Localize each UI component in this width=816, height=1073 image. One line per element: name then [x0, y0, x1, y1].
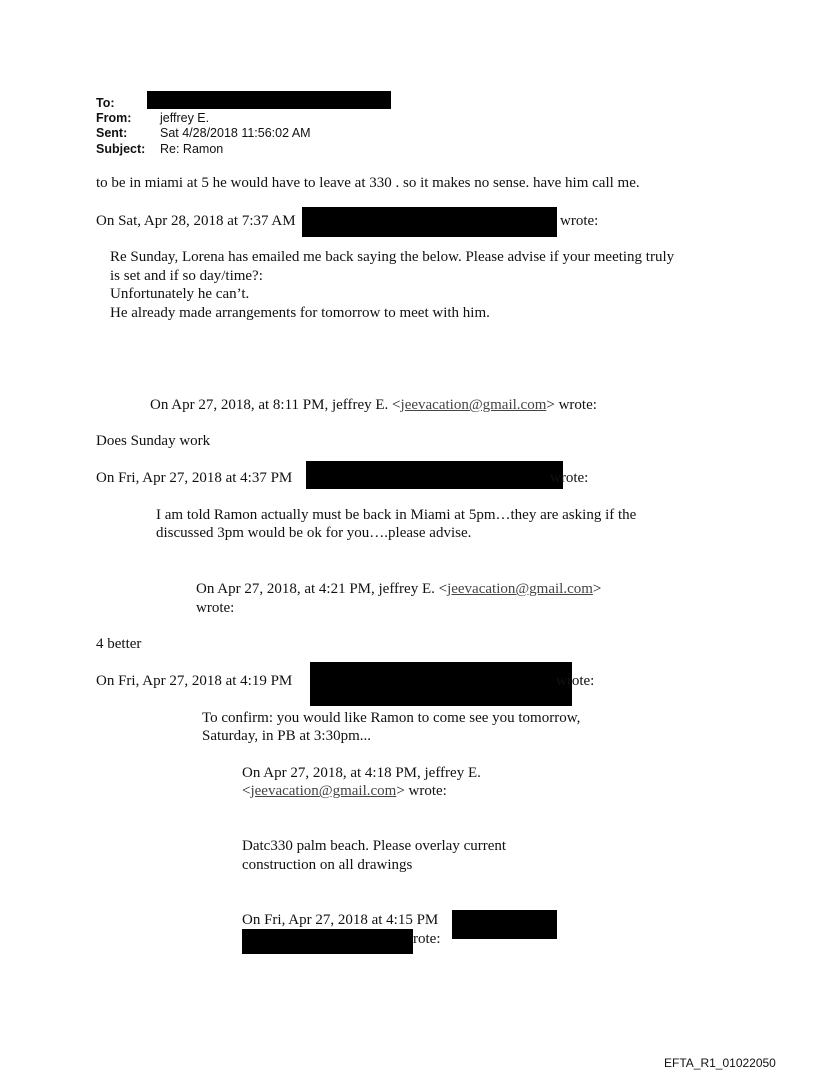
quote-header-5-suffix: wrote:	[556, 673, 595, 689]
quote-3-line-1: I am told Ramon actually must be back in Miami at 5pm…they are asking if the	[156, 507, 637, 523]
quote-header-4-line-2: wrote:	[196, 600, 235, 616]
redaction-sender-7a	[452, 910, 557, 939]
quote-5-line-1: To confirm: you would like Ramon to come see you tomorrow,	[202, 710, 581, 726]
quote-header-5: On Fri, Apr 27, 2018 at 4:19 PM	[96, 673, 293, 689]
quote-header-3-suffix: wrote:	[550, 470, 589, 486]
redaction-sender-1	[302, 207, 557, 237]
redaction-sender-7b	[242, 929, 413, 954]
quote-header-7-suffix: rote:	[413, 931, 441, 947]
quote-header-3: On Fri, Apr 27, 2018 at 4:37 PM	[96, 470, 293, 486]
to-label: To:	[96, 96, 115, 110]
redaction-sender-3	[306, 461, 563, 489]
quote-6-line-1: Datc330 palm beach. Please overlay current	[242, 838, 507, 854]
quote-header-1-suffix: wrote:	[560, 213, 599, 229]
email-link[interactable]: jeevacation@gmail.com	[250, 783, 397, 799]
subject-label: Subject:	[96, 142, 146, 156]
subject-value: Re: Ramon	[160, 142, 224, 156]
redaction-sender-5	[310, 662, 572, 706]
quote-header-7: On Fri, Apr 27, 2018 at 4:15 PM	[242, 912, 439, 928]
email-link[interactable]: jeevacation@gmail.com	[400, 397, 547, 413]
quote-5-line-2: Saturday, in PB at 3:30pm...	[202, 728, 372, 744]
redaction-to	[147, 91, 391, 109]
line-4-better: 4 better	[96, 636, 142, 652]
quote-header-6: On Apr 27, 2018, at 4:18 PM, jeffrey E.	[242, 765, 481, 781]
reply-line: to be in miami at 5 he would have to leave at 330 . so it makes no sense. have him call me.	[96, 175, 640, 191]
line-sunday: Does Sunday work	[96, 433, 211, 449]
quote-header-4: On Apr 27, 2018, at 4:21 PM, jeffrey E. <jeevacation@gmail.com>	[196, 581, 602, 597]
quote-1-line-2: is set and if so day/time?:	[110, 268, 263, 284]
quote-1-line-3: Unfortunately he can’t.	[110, 286, 250, 302]
from-value: jeffrey E.	[160, 111, 210, 125]
sent-value: Sat 4/28/2018 11:56:02 AM	[160, 126, 311, 140]
sent-label: Sent:	[96, 126, 128, 140]
quote-header-6-line-2: <jeevacation@gmail.com> wrote:	[242, 783, 447, 799]
quote-3-line-2: discussed 3pm would be ok for you….please advise.	[156, 525, 472, 541]
quote-6-line-2: construction on all drawings	[242, 857, 413, 873]
from-label: From:	[96, 111, 132, 125]
quote-1-line-4: He already made arrangements for tomorrow to meet with him.	[110, 305, 490, 321]
document-id: EFTA_R1_01022050	[664, 1056, 776, 1070]
quote-1-line-1: Re Sunday, Lorena has emailed me back saying the below. Please advise if your meeting truly	[110, 249, 675, 265]
email-link[interactable]: jeevacation@gmail.com	[447, 581, 593, 597]
quote-header-2: On Apr 27, 2018, at 8:11 PM, jeffrey E. <jeevacation@gmail.com> wrote:	[150, 397, 597, 413]
quote-header-1: On Sat, Apr 28, 2018 at 7:37 AM	[96, 213, 296, 229]
